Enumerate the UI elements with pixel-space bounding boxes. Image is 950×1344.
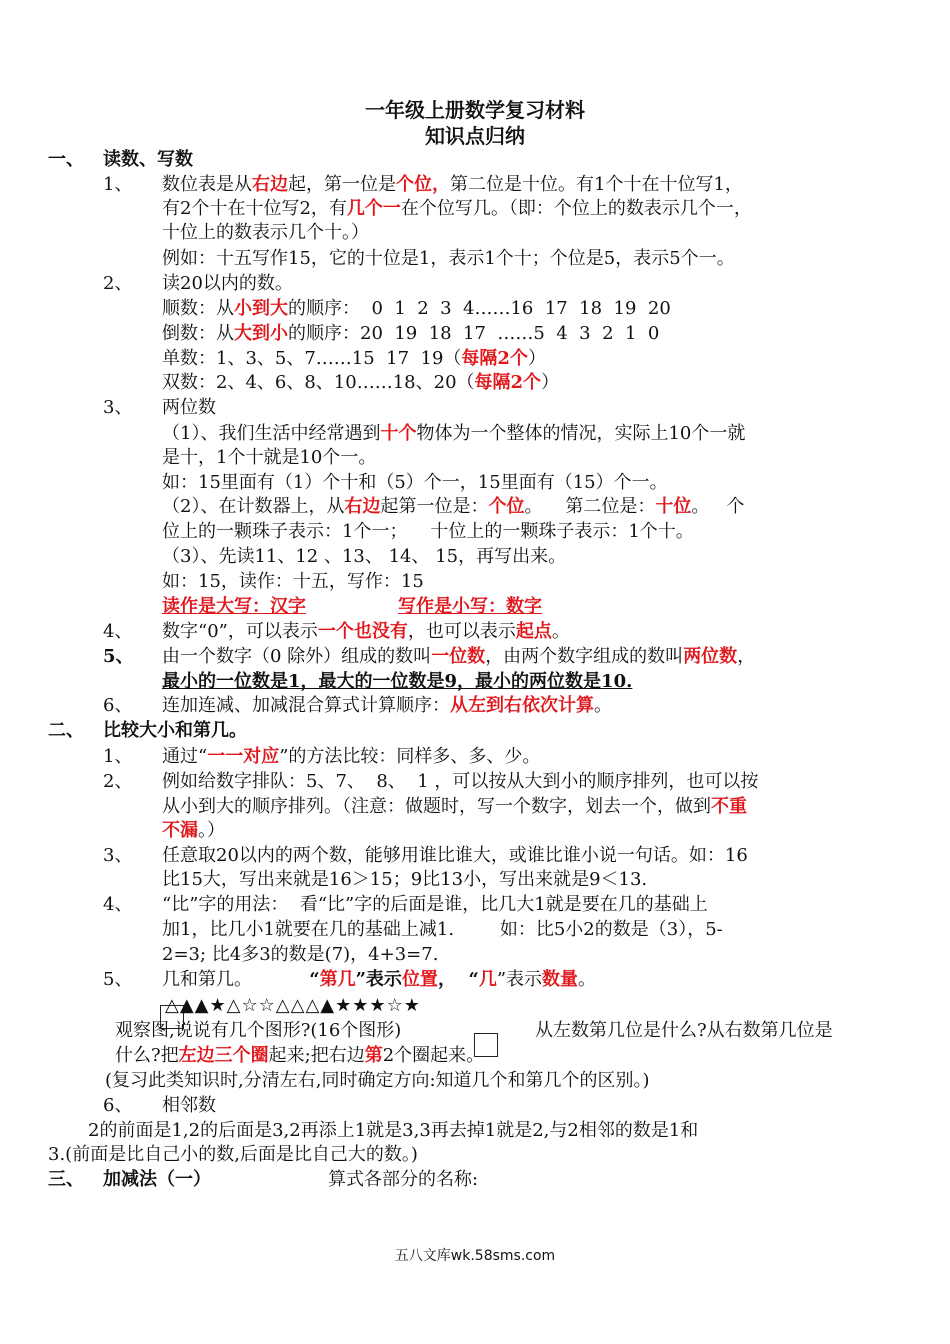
item-text-bold: 最小的一位数是1，最大的一位数是9，最小的两位数是10.: [162, 671, 633, 692]
item-number: 6、: [103, 695, 133, 716]
item-text: 例如：十五写作15，它的十位是1，表示1个十；个位是5，表示5个一。: [162, 248, 735, 269]
item-text: 如：15，读作：十五，写作：15: [162, 571, 424, 592]
item-text: 观察图,说说有几个图形?(16个图形): [115, 1020, 402, 1041]
item-text: 加1，比几小1就要在几的基础上减1. 如：比5小2的数是（3），5-: [162, 919, 723, 940]
item-text: 双数：2、4、6、8、10……18、20（每隔2个）: [162, 372, 560, 393]
page-title: 一年级上册数学复习材料: [365, 98, 585, 122]
item-text: 读20以内的数。: [162, 273, 293, 294]
item-text: （1）、我们生活中经常遇到十个物体为一个整体的情况，实际上10个一就: [162, 423, 746, 444]
item-number: 3、: [103, 845, 133, 866]
item-text: (复习此类知识时,分清左右,同时确定方向:知道几个和第几个的区别。): [105, 1070, 650, 1091]
item-text: 通过“一一对应”的方法比较：同样多、多、少。: [162, 746, 541, 767]
item-number: 5、: [103, 969, 133, 990]
item-text: “比”字的用法： 看“比”字的后面是谁，比几大1就是要在几的基础上: [162, 894, 708, 915]
item-text: 连加连减、加减混合算式计算顺序：从左到右依次计算。: [162, 695, 612, 716]
shape-sequence: △▲▲★△☆☆△△△▲★★★☆★: [165, 995, 421, 1016]
footer-watermark: 五八文库wk.58sms.com: [394, 1248, 556, 1264]
item-text-red: 写作是小写：数字: [398, 596, 542, 617]
item-text: 倒数：从大到小的顺序：20 19 18 17 ……5 4 3 2 1 0: [162, 323, 660, 344]
section-2-number: 二、: [48, 720, 84, 741]
item-text: 比15大，写出来就是16＞15；9比13小，写出来就是9＜13.: [162, 869, 648, 890]
section-3-title: 加减法（一）: [103, 1169, 211, 1190]
item-text: 例如给数字排队：5、7、 8、 1 ，可以按从大到小的顺序排列，也可以按: [162, 771, 759, 792]
item-text: 如：15里面有（1）个十和（5）个一，15里面有（15）个一。: [162, 472, 668, 493]
item-text: 有2个十在十位写2，有几个一在个位写几。（即：个位上的数表示几个一，: [162, 198, 752, 219]
item-text-red: 读作是大写：汉字: [162, 596, 306, 617]
item-text: （3）、先读11、12 、13、 14、 15，再写出来。: [162, 546, 567, 567]
item-number: 6、: [103, 1095, 133, 1116]
item-text: 什么?把左边三个圈起来;把右边第2个圈起来。: [115, 1045, 485, 1066]
item-number: 2、: [103, 273, 133, 294]
item-text: 3.(前面是比自己小的数,后面是比自己大的数。): [48, 1144, 418, 1165]
item-text: 相邻数: [162, 1095, 216, 1116]
item-number: 1、: [103, 174, 133, 195]
page-subtitle: 知识点归纳: [425, 124, 525, 148]
item-text: 从左数第几位是什么?从右数第几位是: [535, 1020, 833, 1041]
item-text: 由一个数字（0 除外）组成的数叫一位数，由两个数字组成的数叫两位数，: [162, 646, 756, 667]
section-1-number: 一、: [48, 149, 84, 170]
item-text: 几和第几。 “第几”表示位置， “几”表示数量。: [162, 969, 597, 990]
item-text: 数字“0”，可以表示一个也没有，也可以表示起点。: [162, 621, 570, 642]
item-number: 3、: [103, 397, 133, 418]
item-number: 2、: [103, 771, 133, 792]
item-text: （2）、在计数器上，从右边起第一位是：个位。 第二位是：十位。 个: [162, 496, 745, 517]
section-1-title: 读数、写数: [103, 149, 193, 170]
item-text: 不漏。）: [162, 820, 225, 841]
item-text: 位上的一颗珠子表示：1个一； 十位上的一颗珠子表示：1个十。: [162, 521, 694, 542]
item-text: 算式各部分的名称:: [328, 1169, 479, 1190]
item-text: 任意取20以内的两个数，能够用谁比谁大，或谁比谁小说一句话。如：16: [162, 845, 748, 866]
item-text: 2=3; 比4多3的数是(7)，4+3=7.: [162, 944, 439, 965]
item-number: 4、: [103, 894, 133, 915]
item-text: 数位表是从右边起，第一位是个位，第二位是十位。有1个十在十位写1，: [162, 174, 743, 195]
item-number: 4、: [103, 621, 133, 642]
item-text: 顺数：从小到大的顺序： 0 1 2 3 4……16 17 18 19 20: [162, 298, 671, 319]
section-3-number: 三、: [48, 1169, 84, 1190]
item-text: 2的前面是1,2的后面是3,2再添上1就是3,3再去掉1就是2,与2相邻的数是1和: [88, 1120, 699, 1141]
item-number: 1、: [103, 746, 133, 767]
item-text: 两位数: [162, 397, 216, 418]
item-text: 是十，1个十就是10个一。: [162, 447, 377, 468]
item-number: 5、: [103, 646, 134, 667]
section-2-title: 比较大小和第几。: [103, 720, 247, 741]
item-text: 单数：1、3、5、7……15 17 19（每隔2个）: [162, 348, 546, 369]
item-text: 从小到大的顺序排列。（注意：做题时，写一个数字，划去一个，做到不重: [162, 796, 747, 817]
item-text: 十位上的数表示几个十。）: [162, 222, 369, 243]
